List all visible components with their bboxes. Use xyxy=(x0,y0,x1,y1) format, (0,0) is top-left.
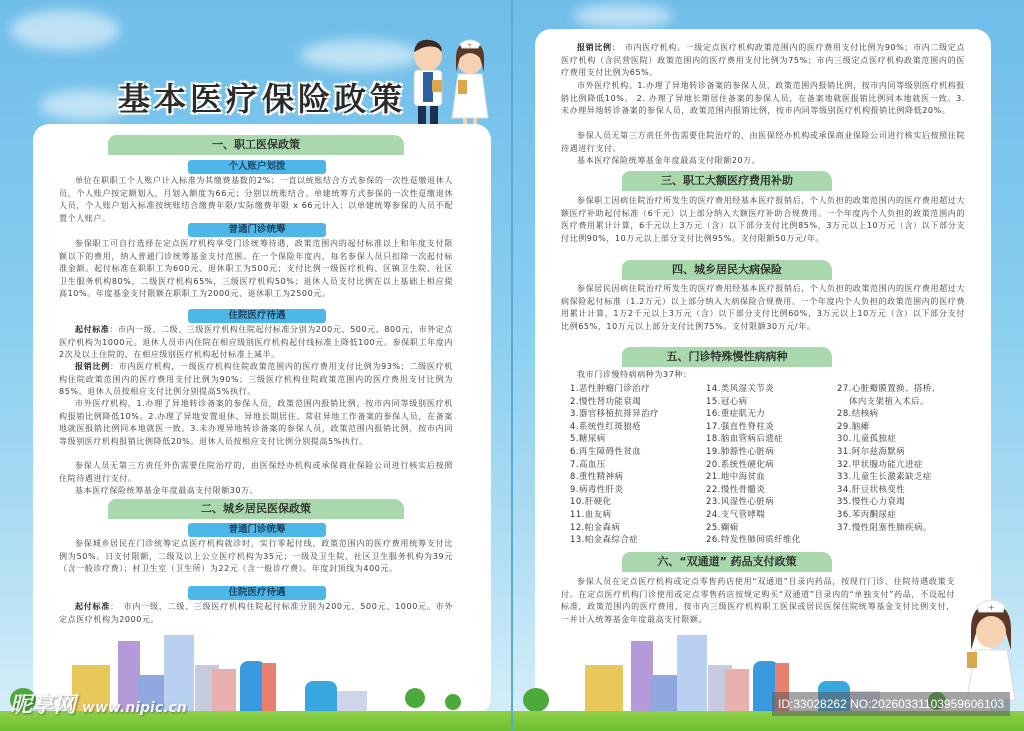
deductible-text: ： 市内一级、二级、三级医疗机构住院起付标准分别为200元、500元、1000元。市外定点医疗机构为2000元。 xyxy=(59,602,453,624)
list-item: 25.癫痫 xyxy=(706,521,739,532)
resident-annual-cap-text: 基本医疗保险统筹基金年度最高支付限额20万。 xyxy=(577,156,761,165)
resident-ratio-paragraph xyxy=(561,42,965,80)
list-item: 27.心脏瓣膜置换、搭桥、 xyxy=(837,383,941,393)
section-heading-employee-insurance: 一、职工医保政策 xyxy=(108,135,404,155)
list-item: 1.恶性肿瘤门诊治疗 xyxy=(570,383,650,393)
list-item: 13.帕金森综合症 xyxy=(570,534,639,545)
list-item: 6.再生障碍性贫血 xyxy=(570,445,642,456)
watermark-logo xyxy=(10,688,187,719)
list-item: 14.类风湿关节炎 xyxy=(706,383,775,393)
cloud xyxy=(573,4,673,28)
deductible-label: 起付标准 xyxy=(75,325,110,334)
svg-text:+: + xyxy=(988,603,995,612)
list-item: 3.器官移植抗排异治疗 xyxy=(570,408,659,419)
list-item: 19.肺源性心脏病 xyxy=(706,445,775,456)
left-page xyxy=(0,0,511,731)
subheading-resident-inpatient: 住院医疗待遇 xyxy=(188,586,326,600)
list-item: 32.甲状腺功能亢进症 xyxy=(837,458,923,469)
ratio-text: ：市内医疗机构，一级医疗机构住院政策范围内的医疗费用支付比例为93%；二级医疗机构住院政策范围内的医疗费用支付比例为90%；三级医疗机构住院政策范围内的医疗费用支付比例为85%。退休人员按相应支付比例分别提高5%执行。 xyxy=(59,362,453,397)
list-item: 9.病毒性肝炎 xyxy=(570,483,624,494)
list-item: 18.脑血管病后遗症 xyxy=(706,433,783,444)
subheading-outpatient: 普通门诊统筹 xyxy=(188,223,326,237)
list-item: 15.冠心病 xyxy=(706,395,748,406)
ratio-text: ： 市内医疗机构。一级定点医疗机构政策范围内的医疗费用支付比例为90%；市内二级定点医疗机构（含民营医院）政策范围内的医疗费用支付比例为75%；市内三级定点医疗机构政策范围内的医疗费用支付比例为65%。 xyxy=(561,43,965,78)
list-item: 34.肝豆状核变性 xyxy=(837,483,906,494)
list-item: 体内支架植入术后。 xyxy=(837,395,929,406)
cloud xyxy=(40,90,130,120)
resident-outside-city-text: 市外医疗机构。1.办理了异地转诊备案的参保人员，政策范围内报销比例，按市内同等级别医疗机构报销比例降低10%。 2. 办理了异地长期居住备案的参保人员，在备案地就医报销比例同本地就医一致。3.未办理异地转诊备案的参保人员，政策范围内报销比例，按市内同等级别医疗机构报销比例降低20%。 xyxy=(561,81,965,116)
dual-channel-drugs-text: 参保人员在定点医疗机构或定点零售药店使用“双通道”目录内药品，按现行门诊、住院待遇政策支付。在定点医疗机构门诊使用或定点零售药店按规定购买“双通道”目录内的“单独支付”药品，不设起付标准，政策范围内的医疗费用，按市内三级医疗机构职工医保或居民医保住院统筹基金支付比例支付，一并计入统筹基金年度最高支付限额。 xyxy=(561,577,955,624)
inpatient-ratio-paragraph xyxy=(59,361,453,399)
subheading-resident-outpatient: 普通门诊统筹 xyxy=(188,523,326,537)
section-heading-resident-insurance: 二、城乡居民医保政策 xyxy=(108,499,404,519)
chronic-diseases-intro: 我市门诊慢特病病种为37种： xyxy=(577,370,692,379)
disease-list-col2 xyxy=(706,382,801,546)
outside-city-text: 市外医疗机构，1.办理了异地转诊备案的参保人员，政策范围内报销比例，按市内同等级别医疗机构报销比例降低10%。2.办理了异地安置退休、异地长期居住、常驻异地工作备案的参保人员，在备案地就医报销比例同本地就医一致。3.未办理异地转诊备案的参保人员，政策范围内报销比例，按市内同等级别医疗机构报销比例降低20%。退休人员按相应支付比例分别提高5%执行。 xyxy=(59,399,453,446)
section-heading-dual-channel-drugs: 六、“双通道” 药品支付政策 xyxy=(622,552,832,572)
list-item: 35.慢性心力衰竭 xyxy=(837,496,906,507)
cloud xyxy=(10,10,120,50)
outpatient-text: 参保职工可自行选择在定点医疗机构享受门诊统筹待遇，政策范围内的起付标准以上和年度支付限额以下的费用，纳入普通门诊统筹基金支付范围。在一个保险年度内，每名参保人员只扣除一次起付标准金额。起付标准在职职工为600元、退休职工为500元；支付比例一级医疗机构、区镇卫生院、社区卫生服务机构80%，二级医疗机构65%，三级医疗机构50%；退休人员支付比例在以上基础上相应提高10%。年度基金支付限额在职职工为2000元、退休职工为2500元。 xyxy=(59,239,453,299)
list-item: 22.慢性骨髓炎 xyxy=(706,483,766,494)
list-item: 31.阿尔兹海默病 xyxy=(837,445,906,456)
list-item: 29.脑瘫 xyxy=(837,420,870,431)
list-item: 20.系统性硬化病 xyxy=(706,458,775,469)
image-id-tag: ID:33028262 NO:20260331103959606103 xyxy=(772,692,1010,716)
watermark-url: www.nipic.cn xyxy=(82,700,187,716)
list-item: 24.支气管哮喘 xyxy=(706,508,766,519)
list-item: 33.儿童生长激素缺乏症 xyxy=(837,471,932,482)
page-title: 基本医疗保险政策 xyxy=(118,80,407,118)
section-heading-major-medical-subsidy: 三、职工大额医疗费用补助 xyxy=(622,171,832,191)
list-item: 30.儿童孤独症 xyxy=(837,433,897,444)
cloud xyxy=(300,40,420,70)
subheading-inpatient: 住院医疗待遇 xyxy=(188,309,326,323)
list-item: 7.高血压 xyxy=(570,458,606,469)
list-item: 16.重症肌无力 xyxy=(706,408,766,419)
list-item: 5.糖尿病 xyxy=(570,433,606,444)
list-item: 8.重性精神病 xyxy=(570,471,624,482)
deductible-text: ：市内一级、二级、三级医疗机构住院起付标准分别为200元、500元、800元，市外定点医疗机构为1000元。退休人员市内住院在相应级别医疗机构起付线标准上降低100元。参保职工年度内2次及以上住院的，在相应级别医疗机构起付标准上减半。 xyxy=(59,325,454,360)
list-item: 4.系统性红斑狼疮 xyxy=(570,420,642,431)
list-item: 36.苯丙酮尿症 xyxy=(837,508,897,519)
personal-account-text: 单位在职职工个人账户计入标准为其缴费基数的2%；一直以统账结合方式参保的一次性趸缴退休人员，个人账户按定额划入，月划入额度为66元；分别以统账结合、单建统筹方式参保的一次性趸缴退休人员，个人账户划入标准按统账结合缴费年限/实际缴费年限 x 66元计入；以单建统筹参保的人员不配置个人账户。 xyxy=(59,176,453,223)
ratio-label: 报销比例 xyxy=(75,362,110,371)
list-item: 11.血友病 xyxy=(570,508,612,519)
right-page xyxy=(513,0,1024,731)
list-item: 23.风湿性心脏病 xyxy=(706,496,775,507)
list-item: 12.帕金森病 xyxy=(570,521,621,532)
resident-outpatient-text: 参保城乡居民在门诊统筹定点医疗机构就诊时，实行零起付线，政策范围内的医疗费用统筹支付比例为50%。日支付限额，二级及以上公立医疗机构为35元；一级及卫生院、社区卫生服务机构为39元（含一般诊疗费）；村卫生室（卫生所）为22元（含一般诊疗费）。年度封顶线为400元。 xyxy=(59,539,453,574)
disease-list-col1 xyxy=(570,382,659,546)
ratio-label: 报销比例 xyxy=(577,43,612,52)
list-item: 2.慢性肾功能衰竭 xyxy=(570,395,642,406)
list-item: 26.特发性肺间质纤维化 xyxy=(706,534,801,545)
resident-deductible-paragraph xyxy=(59,601,453,626)
disease-list-col3 xyxy=(837,382,941,533)
list-item: 28.结核病 xyxy=(837,408,879,419)
section-heading-chronic-diseases: 五、门诊特殊慢性病病种 xyxy=(622,347,832,367)
section-heading-critical-illness: 四、城乡居民大病保险 xyxy=(622,260,832,280)
major-medical-subsidy-text: 参保职工因病住院治疗所发生的医疗费用经基本医疗报销后，个人负担的政策范围内的医疗费用超过大额医疗补助起付标准（6千元）以上部分纳入大额医疗补助合规费用。一个年度内个人负担的政策范围内的医疗费用累计计算，6千元以上3万元（含）以下部分支付比例85%，3万元以上10万元（含）以下部分支付比例90%，10万元以上部分支付比例95%。支付限额50万元/年。 xyxy=(561,196,965,243)
critical-illness-text: 参保居民因病住院治疗所发生的医疗费用经基本医疗报销后，个人负担的政策范围内的医疗费用超过大病保险起付标准（1.2万元）以上部分纳入大病保险合规费用。一个年度内个人负担的政策范围内的医疗费用累计计算，1万2千元以上3万元（含）以下部分支付比例60%，3万元以上10万元（含）以下部分支付比例65%，10万元以上部分支付比例75%。支付限额30万元/年。 xyxy=(561,284,965,331)
third-party-text: 参保人员无第三方责任外伤需要住院治疗的，由医保经办机构或承保商业保险公司进行核实后按照住院待遇进行支付。 xyxy=(59,461,453,483)
list-item: 10.肝硬化 xyxy=(570,496,612,507)
svg-text:+: + xyxy=(467,42,473,49)
resident-third-party-text: 参保人员无第三方责任外伤需要住院治疗的，由医保经办机构或承保商业保险公司进行核实后按照住院待遇进行支付。 xyxy=(561,131,965,153)
subheading-personal-account: 个人账户划拨 xyxy=(188,160,326,174)
inpatient-deductible-paragraph xyxy=(59,324,453,362)
list-item: 21.地中海贫血 xyxy=(706,471,766,482)
doctor-nurse-illustration xyxy=(408,36,498,128)
annual-cap-text: 基本医疗保险统筹基金年度最高支付限额30万。 xyxy=(75,486,259,495)
deductible-label: 起付标准 xyxy=(75,602,111,611)
list-item: 17.强直性脊柱炎 xyxy=(706,420,775,431)
watermark-logo-text: 昵享网 xyxy=(10,693,77,718)
list-item: 37.慢性阻塞性肺疾病。 xyxy=(837,521,932,532)
